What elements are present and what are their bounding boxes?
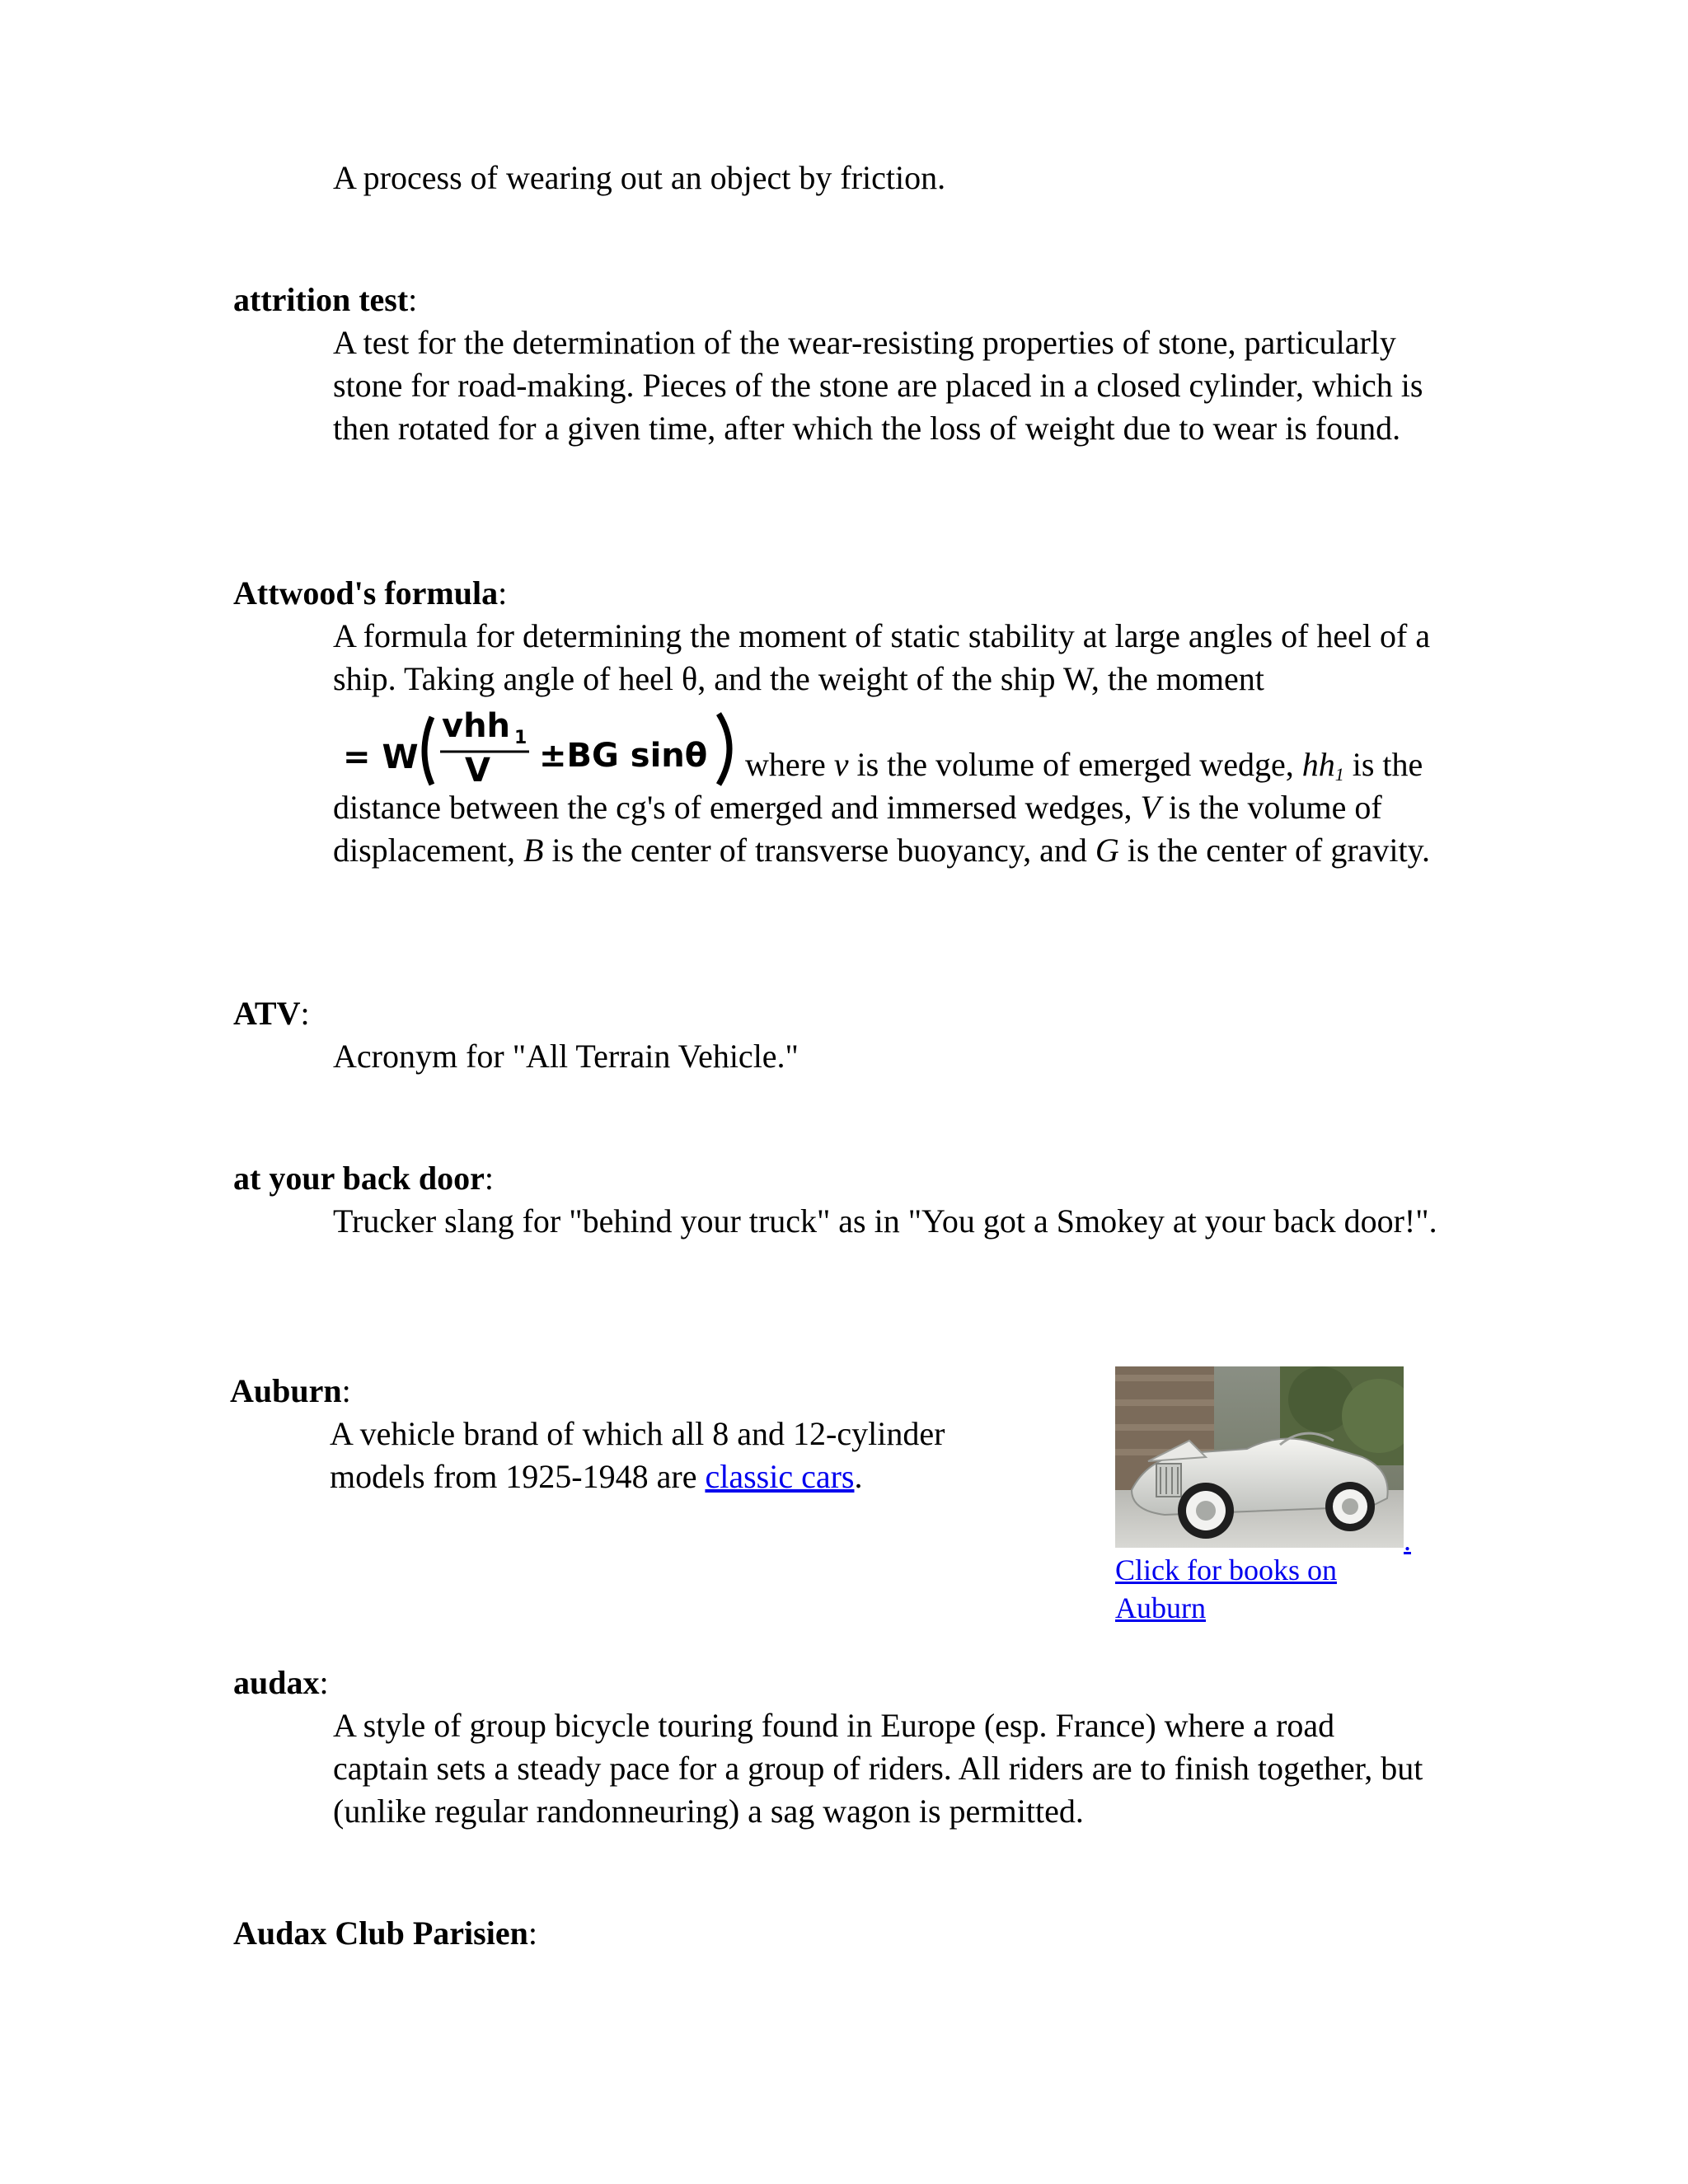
where-word: where bbox=[745, 746, 826, 783]
term-name: Audax Club Parisien bbox=[233, 1915, 528, 1952]
var-V: V bbox=[1140, 789, 1160, 826]
definition-part: is the distance between the cg's of emerged and immersed wedges, bbox=[333, 746, 1423, 826]
entry-attrition-test bbox=[233, 279, 1470, 450]
term-colon: : bbox=[408, 281, 418, 318]
entry-attwoods-formula bbox=[233, 572, 1470, 872]
classic-cars-link[interactable]: classic cars bbox=[705, 1458, 855, 1495]
term bbox=[233, 992, 1470, 1035]
term-name: audax bbox=[233, 1664, 320, 1701]
formula-rest: ±BG sinθ bbox=[539, 737, 708, 775]
definition-part: is the center of gravity. bbox=[1127, 832, 1431, 869]
definition: A style of group bicycle touring found in Europe (esp. France) where a road captain sets a steady pace for a group of riders. All riders are to finish together, but (unlike regular randonneuring) a sag wagon is permitted. bbox=[333, 1707, 1423, 1830]
entry-audax-club-parisien bbox=[233, 1912, 1470, 1955]
term-name: Auburn bbox=[230, 1372, 342, 1409]
definition bbox=[330, 1413, 1039, 1498]
definition: Trucker slang for "behind your truck" as in "You got a Smokey at your back door!". bbox=[333, 1202, 1437, 1240]
auburn-figure bbox=[1115, 1366, 1445, 1627]
formula-denominator: V bbox=[465, 752, 490, 786]
term-colon: : bbox=[528, 1915, 537, 1952]
auburn-figure-caption bbox=[1115, 1551, 1428, 1627]
entry-attrition-continued bbox=[233, 157, 1470, 199]
definition-end: . bbox=[854, 1458, 863, 1495]
entry-at-your-back-door bbox=[233, 1157, 1470, 1243]
definition-part: is the volume of displacement, bbox=[333, 789, 1382, 869]
term-name: at your back door bbox=[233, 1160, 485, 1197]
entry-audax bbox=[233, 1661, 1470, 1833]
term-colon: : bbox=[498, 574, 508, 612]
term bbox=[233, 1661, 1470, 1704]
term-colon: : bbox=[341, 1372, 351, 1409]
formula-numerator-sub: 1 bbox=[514, 728, 528, 748]
term-name: attrition test bbox=[233, 281, 409, 318]
definition-text: A vehicle brand of which all 8 and 12-cylinder models from 1925-1948 are bbox=[330, 1415, 945, 1495]
definition: A test for the determination of the wear-resisting properties of stone, particularly stone for road-making. Pieces of the stone are placed in a closed cylinder, which is then rotated for a given time, after which the loss of weight due to wear is found. bbox=[333, 324, 1423, 447]
var-B: B bbox=[523, 832, 544, 869]
term bbox=[233, 1912, 1470, 1955]
books-on-auburn-link[interactable]: Click for books on Auburn bbox=[1115, 1554, 1337, 1624]
auburn-car-photo[interactable] bbox=[1115, 1366, 1404, 1548]
definition-start: A formula for determining the moment of static stability at large angles of heel of a ship. Taking angle of heel θ, and the weight of the ship W, the moment bbox=[333, 617, 1431, 697]
formula-image bbox=[341, 701, 745, 786]
definition: Acronym for "All Terrain Vehicle." bbox=[333, 1038, 799, 1075]
entry-atv bbox=[233, 992, 1470, 1078]
term-name: Attwood's formula bbox=[233, 574, 499, 612]
term-colon: : bbox=[484, 1160, 494, 1197]
var-G: G bbox=[1095, 832, 1119, 869]
var-hh: $hh_1$ bbox=[1301, 746, 1344, 785]
definition: A process of wearing out an object by friction. bbox=[333, 159, 946, 196]
var-v: v bbox=[833, 746, 849, 783]
definition-part: is the center of transverse buoyancy, and bbox=[551, 832, 1087, 869]
formula-lhs: = W bbox=[343, 738, 419, 776]
term bbox=[233, 572, 1470, 615]
term-colon: : bbox=[319, 1664, 329, 1701]
auburn-photo-link[interactable] bbox=[1115, 1366, 1445, 1548]
definition bbox=[333, 615, 1437, 872]
term-name: ATV bbox=[233, 995, 301, 1032]
term-colon: : bbox=[300, 995, 310, 1032]
term bbox=[233, 1157, 1470, 1200]
formula-numerator: vhh bbox=[442, 707, 511, 745]
auburn-image-dot-link[interactable]: . bbox=[1404, 1524, 1411, 1557]
definition-part: is the volume of emerged wedge, bbox=[856, 746, 1294, 783]
term bbox=[233, 279, 1470, 321]
